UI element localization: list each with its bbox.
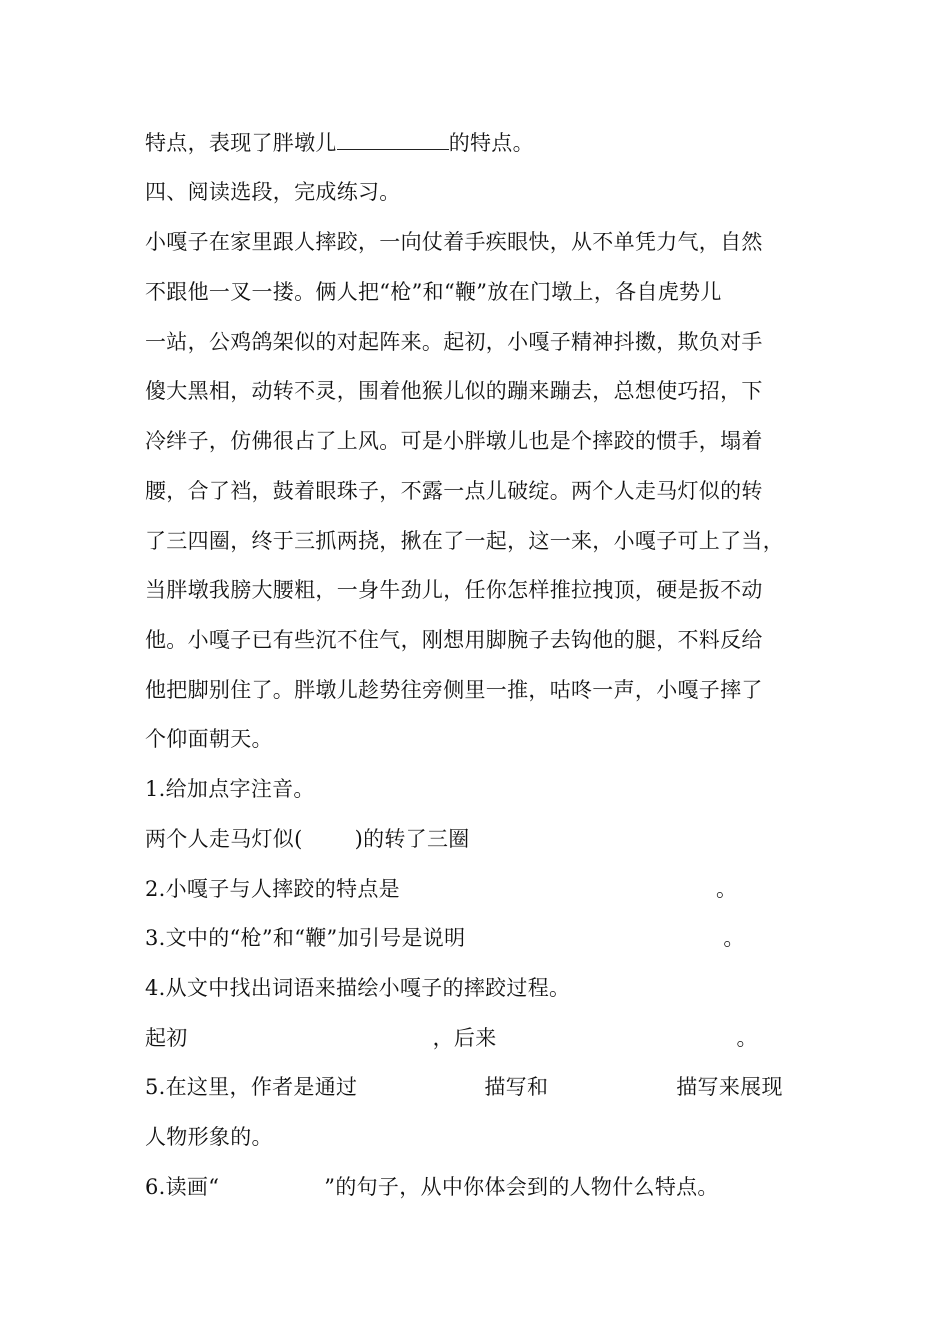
question-1-item xyxy=(145,824,470,854)
passage-line: 了三四圈，终于三抓两挠，揪在了一起，这一来，小嘎子可上了当， xyxy=(145,529,784,553)
q4-part-later: ，后来 xyxy=(432,1026,497,1050)
question-1-title: 1.给加点字注音。 xyxy=(145,777,315,801)
q6-part-1: 6.读画“ xyxy=(145,1175,220,1199)
question-5-continued: 人物形象的。 xyxy=(145,1125,273,1149)
answer-blank[interactable] xyxy=(337,131,449,150)
passage-line: 冷绊子，仿佛很占了上风。可是小胖墩儿也是个摔跤的惯手，塌着 xyxy=(145,429,763,453)
question-4-answer-line xyxy=(145,1023,758,1053)
q1-text-after: )的转了三圈 xyxy=(354,827,470,851)
question-2 xyxy=(145,874,737,904)
passage-line: 当胖墩我膀大腰粗，一身牛劲儿，任你怎样推拉拽顶，硬是扳不动 xyxy=(145,578,763,602)
question-3 xyxy=(145,923,745,953)
passage-line: 不跟他一叉一搂。俩人把“枪”和“鞭”放在门墩上，各自虎势儿 xyxy=(145,280,722,304)
q1-text-before: 两个人走马灯似( xyxy=(145,827,303,851)
q3-end: 。 xyxy=(723,926,745,950)
q5-part-3: 描写来展现 xyxy=(676,1075,783,1099)
question-6 xyxy=(145,1172,719,1202)
q2-text: 2.小嘎子与人摔跤的特点是 xyxy=(145,877,400,901)
q6-part-2: ”的句子，从中你体会到的人物什么特点。 xyxy=(324,1175,719,1199)
trait-text-before: 特点，表现了胖墩儿 xyxy=(145,131,337,155)
q5-part-2: 描写和 xyxy=(484,1075,549,1099)
line-trait-conclusion xyxy=(145,128,534,158)
trait-text-after: 的特点。 xyxy=(448,131,534,155)
q4-end: 。 xyxy=(736,1026,758,1050)
section-title: 四、阅读选段，完成练习。 xyxy=(145,180,401,204)
question-4-title: 4.从文中找出词语来描绘小嘎子的摔跤过程。 xyxy=(145,976,571,1000)
q3-text: 3.文中的“枪”和“鞭”加引号是说明 xyxy=(145,926,466,950)
passage-line: 他。小嘎子已有些沉不住气，刚想用脚腕子去钩他的腿，不料反给 xyxy=(145,628,763,652)
passage-line: 个仰面朝天。 xyxy=(145,727,273,751)
passage-line: 傻大黑相，动转不灵，围着他猴儿似的蹦来蹦去，总想使巧招，下 xyxy=(145,379,763,403)
passage-line: 一站，公鸡鸽架似的对起阵来。起初，小嘎子精神抖擞，欺负对手 xyxy=(145,330,763,354)
q2-end: 。 xyxy=(715,877,738,901)
passage-line: 小嘎子在家里跟人摔跤，一向仗着手疾眼快，从不单凭力气，自然 xyxy=(145,230,763,254)
question-5 xyxy=(145,1072,783,1102)
q4-part-start: 起初 xyxy=(145,1026,188,1050)
passage-line: 他把脚别住了。胖墩儿趁势往旁侧里一推，咕咚一声，小嘎子摔了 xyxy=(145,678,763,702)
q5-part-1: 5.在这里，作者是通过 xyxy=(145,1075,358,1099)
passage-line: 腰，合了裆，鼓着眼珠子，不露一点儿破绽。两个人走马灯似的转 xyxy=(145,479,763,503)
